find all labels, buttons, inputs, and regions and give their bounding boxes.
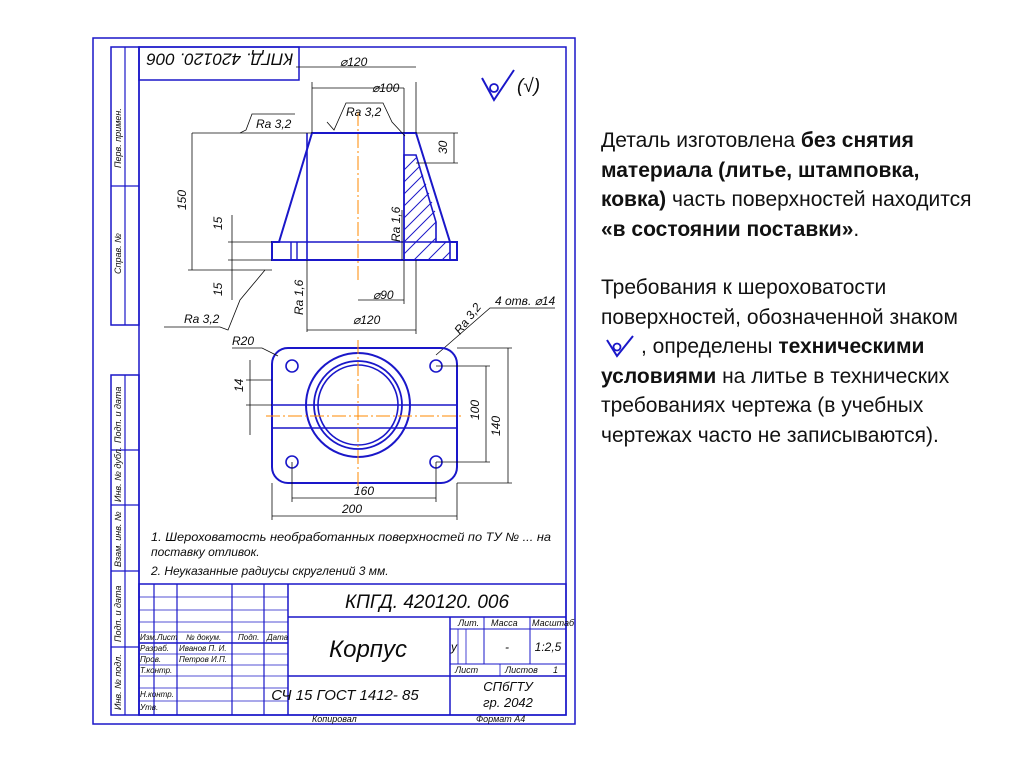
side-label-podl: Инв. № подл. <box>113 654 123 710</box>
dim-h15b: 15 <box>211 282 225 296</box>
roughness-symbol-icon <box>601 334 641 360</box>
tb-row-name-0: Иванов П. И. <box>179 644 227 653</box>
tb-name: Корпус <box>328 636 408 663</box>
dim-ra32-holes: Ra 3,2 <box>451 300 485 337</box>
tb-col-data: Дата <box>267 633 289 642</box>
note-line-3: 2. Неуказанные радиусы скруглений 3 мм. <box>151 564 389 578</box>
note-line-1: 1. Шероховатость необработанных поверхностей по ТУ № ... на <box>151 530 552 544</box>
dim-holes: 4 отв. ⌀14 <box>495 294 556 308</box>
dim-w100: 100 <box>468 399 482 420</box>
tb-col-dokum: № докум. <box>186 633 222 642</box>
tb-copied: Копировал <box>312 714 357 724</box>
dim-w140: 140 <box>489 415 503 436</box>
front-view <box>164 55 556 355</box>
tb-sheets-value: 1 <box>553 665 559 675</box>
dim-w200: 200 <box>341 502 363 516</box>
tb-scale-value: 1:2,5 <box>534 640 562 654</box>
dim-w160: 160 <box>353 484 375 498</box>
roughness-corner-text: (√) <box>517 76 541 97</box>
technical-notes <box>150 530 551 578</box>
tb-row-role-2: Т.контр. <box>140 666 173 675</box>
side-column <box>111 47 139 715</box>
tb-row-role-3: Н.контр. <box>140 690 174 699</box>
tb-org-line2: гр. 2042 <box>483 695 533 710</box>
tb-sheet-label: Лист <box>455 665 479 675</box>
tb-lit-value: у <box>451 640 457 654</box>
tb-lit-header: Лит. <box>458 618 480 628</box>
dim-d120-bottom: ⌀120 <box>353 313 381 327</box>
tb-org-line1: СПбГТУ <box>483 679 533 694</box>
tb-col-podp: Подп. <box>238 633 260 642</box>
side-label-podp2: Подп. и дата <box>113 585 123 642</box>
side-label-vzam: Взам. инв. № <box>113 511 123 567</box>
dim-w14: 14 <box>232 378 246 392</box>
tb-scale-header: Масштаб <box>532 618 575 628</box>
dim-ra16-right: Ra 1,6 <box>389 206 403 242</box>
side-label-sprav: Справ. № <box>113 233 123 274</box>
tb-sheets-label: Листов <box>505 665 538 675</box>
tb-col-izm: Изм. <box>140 633 158 642</box>
dim-d100-top: ⌀100 <box>372 81 400 95</box>
tb-mass-header: Масса <box>491 618 518 628</box>
dim-ra32-bottom-left: Ra 3,2 <box>184 312 220 326</box>
dim-ra16-bottom: Ra 1,6 <box>292 279 306 315</box>
dim-ra32-top: Ra 3,2 <box>346 105 382 119</box>
tb-material: СЧ 15 ГОСТ 1412- 85 <box>271 687 419 704</box>
dim-ra32-left: Ra 3,2 <box>256 117 292 131</box>
dim-d120-top: ⌀120 <box>340 55 368 69</box>
tb-format: Формат А4 <box>476 714 526 724</box>
explanation-paragraph-1: Деталь изготовлена без снятия материала (литье, штамповка, ковка) часть поверхностей находится «в состоянии поставки». <box>601 129 972 241</box>
side-label-podp1: Подп. и дата <box>113 386 123 443</box>
explanation-text <box>601 126 981 479</box>
tb-row-name-1: Петров И.П. <box>179 655 227 664</box>
note-line-2: поставку отливок. <box>151 545 260 559</box>
side-label-dubl: Инв. № дубл. <box>113 446 123 502</box>
rotated-code: КПГД. 420120. 006 <box>146 49 294 69</box>
explanation-paragraph-2: Требования к шероховатости поверхностей, обозначенной знаком , определены техническими условиями на литье в технических требованиях чертежа (в учебных чертежах часто не записываются). <box>601 276 958 447</box>
tb-mass-value: - <box>505 640 509 654</box>
dim-h150: 150 <box>175 189 189 210</box>
roughness-corner-symbol <box>482 70 540 100</box>
tb-row-role-4: Утв. <box>140 703 159 712</box>
tb-col-list: Лист <box>157 633 178 642</box>
title-block <box>139 584 575 724</box>
dim-r20: R20 <box>232 334 255 348</box>
rotated-code-box <box>139 47 299 80</box>
dim-h30: 30 <box>436 140 450 154</box>
top-view <box>232 334 512 520</box>
dim-h15a: 15 <box>211 216 225 230</box>
tb-code: КПГД. 420120. 006 <box>344 592 510 613</box>
tb-row-role-1: Пров. <box>140 655 162 664</box>
sheet-inner-frame <box>139 47 566 715</box>
tb-row-role-0: Разраб. <box>140 644 169 653</box>
side-label-perv: Перв. примен. <box>113 108 123 168</box>
dim-d90: ⌀90 <box>373 288 394 302</box>
